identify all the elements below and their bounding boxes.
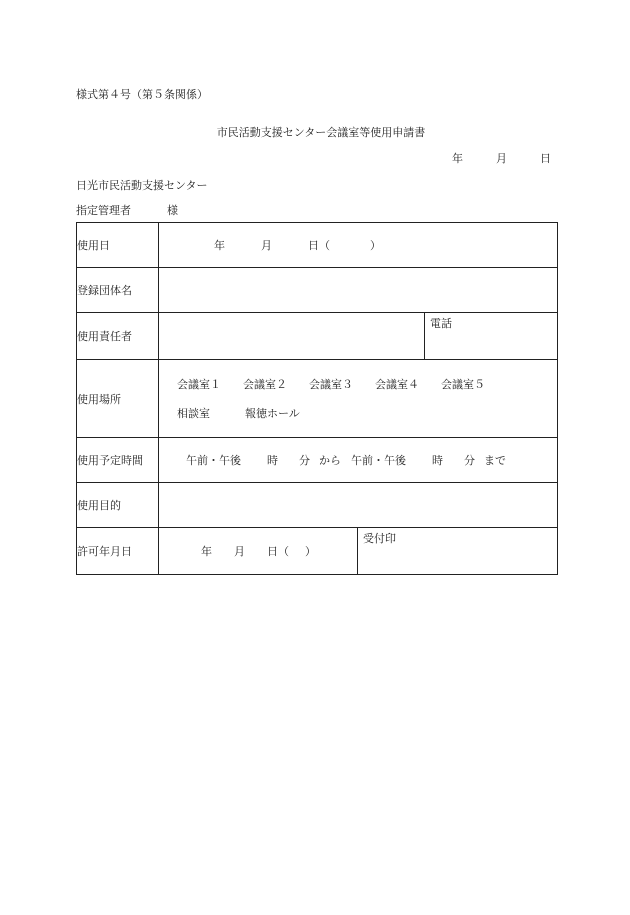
location-options-row-1: [159, 376, 557, 392]
group-name-row: [77, 268, 558, 313]
room-option[interactable]: 相談室: [177, 407, 210, 420]
addressee-organization: 日光市民活動支援センター: [76, 179, 208, 192]
permit-date-field[interactable]: [159, 528, 358, 575]
location-options-row-2: [159, 405, 557, 421]
location-label: 使用場所: [77, 360, 159, 438]
end-ampm: 午前・午後: [351, 454, 406, 467]
addressee-role: 指定管理者: [76, 204, 131, 217]
permit-date-label: 許可年月日: [77, 528, 159, 575]
usage-date-row: [77, 223, 558, 268]
scheduled-time-field[interactable]: [159, 438, 558, 483]
addressee-suffix: 様: [167, 204, 178, 217]
room-option[interactable]: 報徳ホール: [245, 407, 300, 420]
addressee-line: [76, 202, 178, 218]
start-hour-unit: 時: [267, 454, 278, 467]
reception-stamp-field: [358, 528, 558, 575]
group-name-label: 登録団体名: [77, 268, 159, 313]
purpose-field[interactable]: [159, 483, 558, 528]
location-row: [77, 360, 558, 438]
room-option[interactable]: 会議室１: [177, 378, 221, 391]
form-number: 様式第４号（第５条関係）: [76, 88, 208, 101]
location-options: [159, 360, 558, 438]
scheduled-time-row: [77, 438, 558, 483]
usage-date-month: 月: [261, 239, 272, 252]
usage-date-field[interactable]: [159, 223, 558, 268]
application-date-day: 日: [540, 152, 551, 165]
until-word: まで: [484, 454, 506, 467]
end-minute-unit: 分: [464, 454, 475, 467]
permit-date-row: [77, 528, 558, 575]
application-date: [452, 150, 551, 166]
usage-date-day: 日（: [308, 239, 330, 252]
room-option[interactable]: 会議室５: [441, 378, 485, 391]
room-option[interactable]: 会議室３: [309, 378, 353, 391]
from-word: から: [319, 454, 341, 467]
usage-date-label: 使用日: [77, 223, 159, 268]
phone-field[interactable]: [425, 313, 558, 360]
group-name-field[interactable]: [159, 268, 558, 313]
application-date-year: 年: [452, 152, 463, 165]
application-date-month: 月: [496, 152, 507, 165]
purpose-row: [77, 483, 558, 528]
purpose-label: 使用目的: [77, 483, 159, 528]
permit-date-close: ）: [305, 545, 316, 558]
phone-label: 電話: [430, 317, 452, 330]
document-title: 市民活動支援センター会議室等使用申請書: [216, 126, 426, 139]
reception-stamp-label: 受付印: [363, 532, 396, 545]
application-form-table: [76, 222, 558, 575]
responsible-person-label: 使用責任者: [77, 313, 159, 360]
responsible-person-row: [77, 313, 558, 360]
permit-date-year: 年: [201, 545, 212, 558]
permit-date-month: 月: [234, 545, 245, 558]
room-option[interactable]: 会議室４: [375, 378, 419, 391]
start-ampm: 午前・午後: [186, 454, 241, 467]
responsible-person-field[interactable]: [159, 313, 425, 360]
room-option[interactable]: 会議室２: [243, 378, 287, 391]
start-minute-unit: 分: [299, 454, 310, 467]
scheduled-time-label: 使用予定時間: [77, 438, 159, 483]
end-hour-unit: 時: [432, 454, 443, 467]
usage-date-close: ）: [370, 239, 381, 252]
usage-date-year: 年: [214, 239, 225, 252]
permit-date-day: 日（: [267, 545, 289, 558]
